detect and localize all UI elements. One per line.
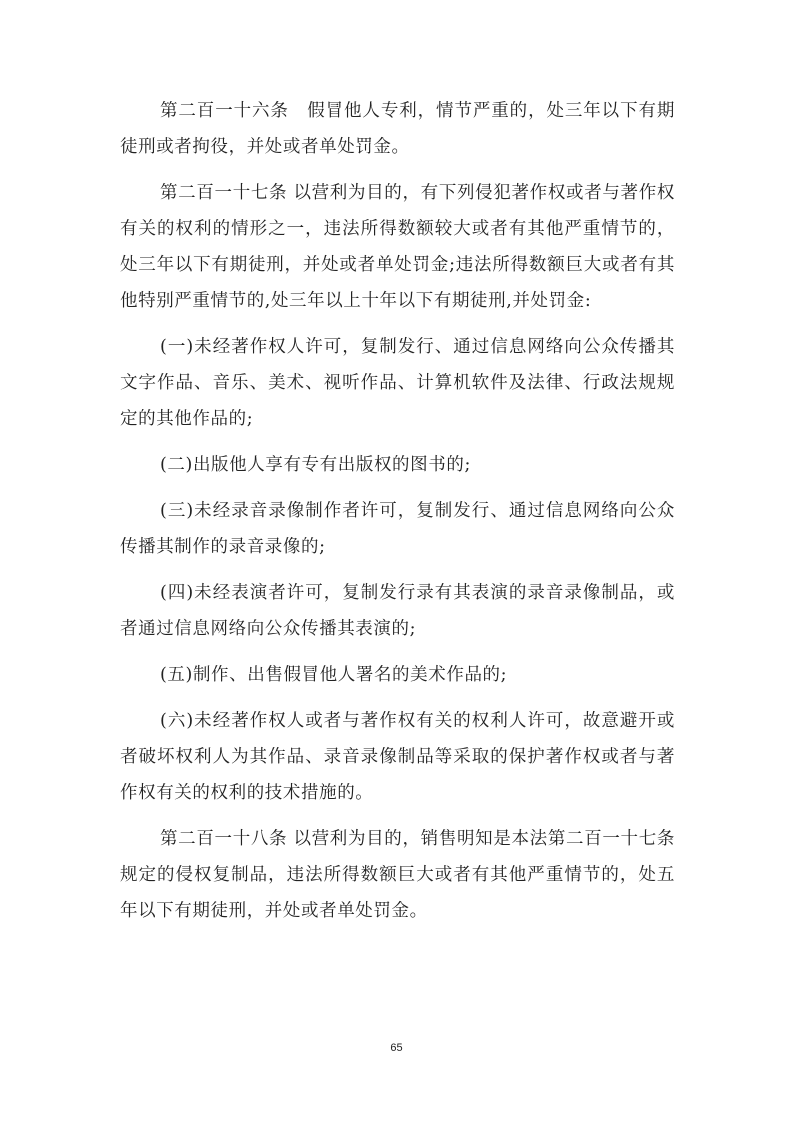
list-item-2: (二)出版他人享有专有出版权的图书的;	[160, 455, 471, 475]
page-number: 65	[390, 1042, 403, 1054]
list-item-1: (一)未经著作权人许可，复制发行、通过信息网络向公众传播其文字作品、音乐、美术、视听作品、计算机软件及法律、行政法规规定的其他作品的;	[120, 337, 675, 429]
article-218-paragraph: 第二百一十八条 以营利为目的，销售明知是本法第二百一十七条规定的侵权复制品，违法所得数额巨大或者有其他严重情节的，处五年以下有期徒刑，并处或者单处罚金。	[120, 829, 675, 921]
list-item-6: (六)未经著作权人或者与著作权有关的权利人许可，故意避开或者破坏权利人为其作品、录音录像制品等采取的保护著作权或者与著作权有关的权利的技术措施的。	[120, 711, 675, 803]
body-text	[120, 93, 675, 939]
list-item-3: (三)未经录音录像制作者许可，复制发行、通过信息网络向公众传播其制作的录音录像的;	[120, 501, 675, 557]
article-216-paragraph: 第二百一十六条 假冒他人专利，情节严重的，处三年以下有期徒刑或者拘役，并处或者单处罚金。	[120, 101, 675, 157]
article-217-paragraph: 第二百一十七条 以营利为目的，有下列侵犯著作权或者与著作权有关的权利的情形之一，违法所得数额较大或者有其他严重情节的，处三年以下有期徒刑，并处或者单处罚金;违法所得数额巨大或者有其他特别严重情节的,处三年以上十年以下有期徒刑,并处罚金:	[120, 183, 675, 311]
list-item-5: (五)制作、出售假冒他人署名的美术作品的;	[160, 665, 508, 685]
list-item-4: (四)未经表演者许可，复制发行录有其表演的录音录像制品，或者通过信息网络向公众传播其表演的;	[120, 583, 675, 639]
